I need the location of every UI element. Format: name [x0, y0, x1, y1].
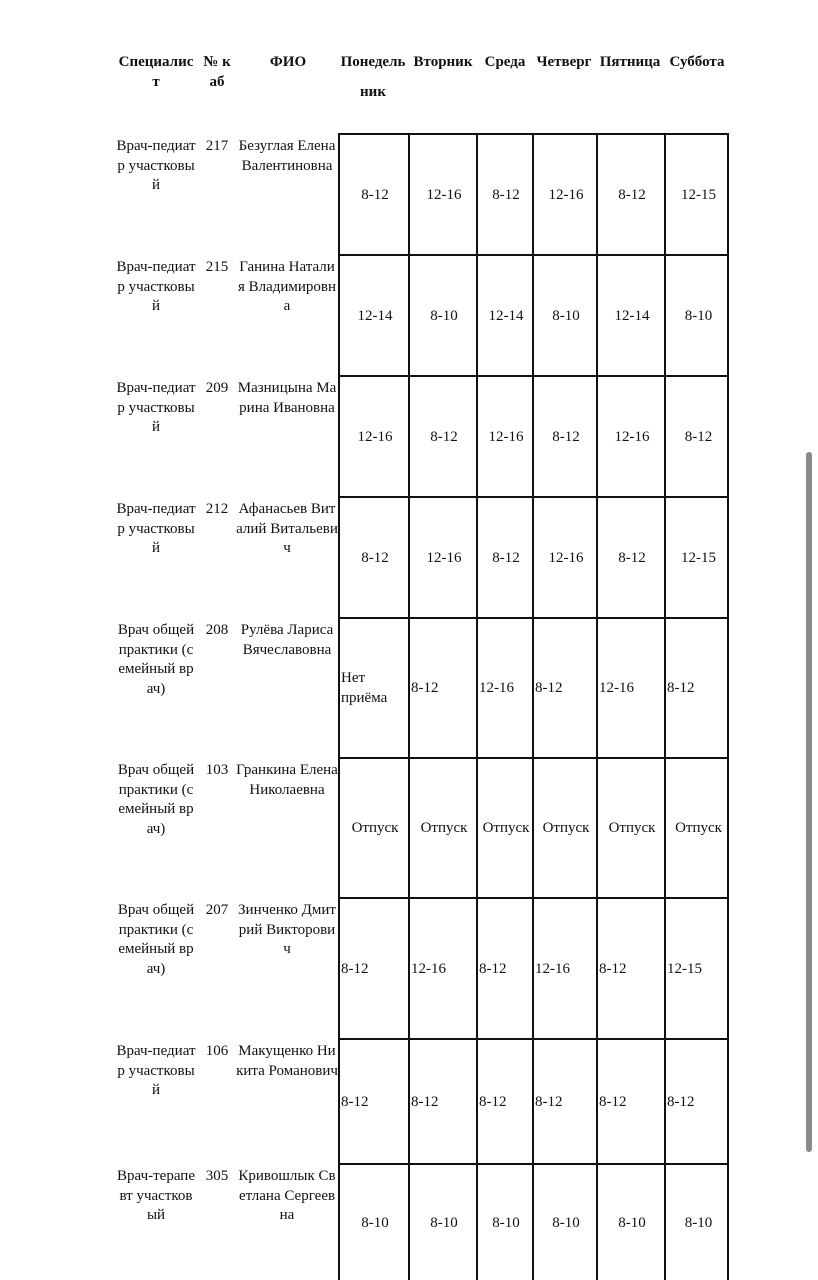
schedule-grid [338, 375, 729, 496]
schedule-cell: 8-12 [684, 428, 713, 445]
schedule-cell: 8-12 [667, 680, 695, 696]
schedule-cell: 8-12 [341, 960, 369, 977]
schedule-cell: 8-12 [479, 960, 507, 977]
header-monday-part2: ник [360, 84, 386, 100]
schedule-cell: 8-12 [599, 1093, 627, 1110]
header-thursday: Четверг [536, 54, 592, 70]
schedule-cell: 12-16 [357, 428, 393, 445]
schedule-cell: 8-10 [552, 1214, 580, 1231]
fio-cell: Гранкина Елена Николаевна [236, 762, 338, 798]
header-friday: Пятница [599, 54, 661, 70]
schedule-grid [338, 133, 729, 254]
table-row [0, 1163, 818, 1280]
schedule-cell: Нет приёма [341, 670, 388, 706]
table-row [0, 897, 818, 1038]
room-cell: 207 [205, 902, 229, 918]
schedule-cell: 8-10 [430, 307, 458, 324]
schedule-cell: 12-14 [488, 307, 524, 324]
room-cell: 215 [205, 259, 229, 275]
schedule-grid [338, 617, 729, 757]
schedule-cell: Отпуск [542, 820, 590, 836]
table-row [0, 496, 818, 617]
fio-cell: Кривошлык Светлана Сергеевна [238, 1168, 336, 1223]
specialist-cell: Врач-педиатр участковый [116, 1043, 196, 1098]
header-fio: ФИО [269, 54, 307, 70]
table-row [0, 1038, 818, 1163]
table-row [0, 133, 818, 254]
header-monday [338, 52, 408, 102]
schedule-cell: 8-12 [535, 680, 563, 696]
schedule-cell: 12-16 [535, 960, 570, 977]
table-row [0, 375, 818, 496]
header-tuesday: Вторник [413, 54, 473, 70]
schedule-cell: 12-14 [357, 307, 393, 324]
schedule-cell: 8-12 [361, 549, 389, 566]
schedule-cell: 12-16 [599, 680, 634, 696]
schedule-cell: 8-10 [430, 1214, 458, 1231]
room-cell: 208 [205, 622, 229, 638]
schedule-cell: Отпуск [420, 820, 468, 836]
schedule-grid [338, 897, 729, 1038]
room-cell: 103 [205, 762, 229, 778]
schedule-cell: 12-15 [667, 960, 702, 977]
table-row [0, 617, 818, 757]
room-cell: 217 [205, 138, 229, 154]
fio-cell: Макущенко Никита Романович [236, 1043, 338, 1079]
schedule-grid [338, 757, 729, 897]
schedule-cell: 12-15 [681, 549, 716, 566]
specialist-cell: Врач-педиатр участковый [116, 380, 196, 435]
schedule-cell: Отпуск [675, 820, 722, 836]
schedule-cell: 12-16 [426, 186, 462, 203]
schedule-cell: 8-12 [618, 549, 646, 566]
schedule-cell: Отпуск [608, 820, 656, 836]
specialist-cell: Врач-педиатр участковый [116, 501, 196, 556]
specialist-cell: Врач общей практики (семейный врач) [117, 762, 195, 837]
schedule-cell: 8-10 [361, 1214, 389, 1231]
fio-cell: Рулёва Лариса Вячеславовна [240, 622, 334, 658]
specialist-cell: Врач общей практики (семейный врач) [117, 622, 195, 697]
specialist-cell: Врач общей практики (семейный врач) [117, 902, 195, 977]
table-row [0, 757, 818, 897]
fio-cell: Мазницына Марина Ивановна [237, 380, 337, 416]
schedule-cell: 12-16 [479, 680, 514, 696]
fio-cell: Безуглая Елена Валентиновна [238, 138, 336, 174]
schedule-cell: 8-10 [492, 1214, 520, 1231]
schedule-cell: 8-12 [535, 1093, 563, 1110]
schedule-grid [338, 1163, 729, 1280]
schedule-cell: 8-10 [552, 307, 580, 324]
room-cell: 209 [205, 380, 229, 396]
header-monday-part1: Понедель [340, 54, 406, 70]
specialist-cell: Врач-педиатр участковый [116, 259, 196, 314]
schedule-cell: 12-15 [681, 186, 716, 203]
schedule-cell: 8-12 [618, 186, 646, 203]
schedule-cell: 8-12 [667, 1093, 695, 1110]
schedule-cell: Отпуск [482, 820, 530, 836]
schedule-cell: 8-12 [430, 428, 458, 445]
schedule-cell: 12-16 [548, 549, 584, 566]
header-wednesday: Среда [484, 54, 526, 70]
schedule-cell: 12-16 [426, 549, 462, 566]
schedule-grid [338, 496, 729, 617]
schedule-cell: 8-10 [684, 307, 713, 324]
schedule-cell: 8-12 [411, 1093, 439, 1110]
specialist-cell: Врач-педиатр участковый [116, 138, 196, 193]
room-cell: 212 [205, 501, 229, 517]
fio-cell: Ганина Наталия Владимировна [237, 259, 337, 314]
schedule-grid [338, 254, 729, 375]
schedule-cell: 8-10 [684, 1214, 713, 1231]
fio-cell: Зинченко Дмитрий Викторович [238, 902, 336, 957]
schedule-cell: 8-12 [492, 549, 520, 566]
schedule-cell: 8-12 [411, 680, 439, 696]
room-cell: 106 [205, 1043, 229, 1059]
schedule-cell: 12-16 [548, 186, 584, 203]
schedule-cell: 8-12 [492, 186, 520, 203]
scrollbar[interactable] [806, 452, 812, 1152]
header-room: № каб [203, 54, 231, 90]
schedule-cell: 8-12 [552, 428, 580, 445]
schedule-grid [338, 1038, 729, 1163]
schedule-cell: Отпуск [351, 820, 399, 836]
schedule-cell: 12-16 [488, 428, 524, 445]
schedule-cell: 12-14 [614, 307, 650, 324]
header-saturday: Суббота [669, 54, 725, 70]
specialist-cell: Врач-терапевт участковый [117, 1168, 195, 1223]
schedule-cell: 8-12 [341, 1093, 369, 1110]
schedule-cell: 8-12 [599, 960, 627, 977]
schedule-cell: 8-12 [361, 186, 389, 203]
fio-cell: Афанасьев Виталий Витальевич [236, 501, 338, 556]
schedule-cell: 8-10 [618, 1214, 646, 1231]
header-specialist: Специалист [118, 54, 194, 90]
schedule-cell: 8-12 [479, 1093, 507, 1110]
table-row [0, 254, 818, 375]
room-cell: 305 [205, 1168, 229, 1184]
schedule-cell: 12-16 [411, 960, 446, 977]
schedule-cell: 12-16 [614, 428, 650, 445]
